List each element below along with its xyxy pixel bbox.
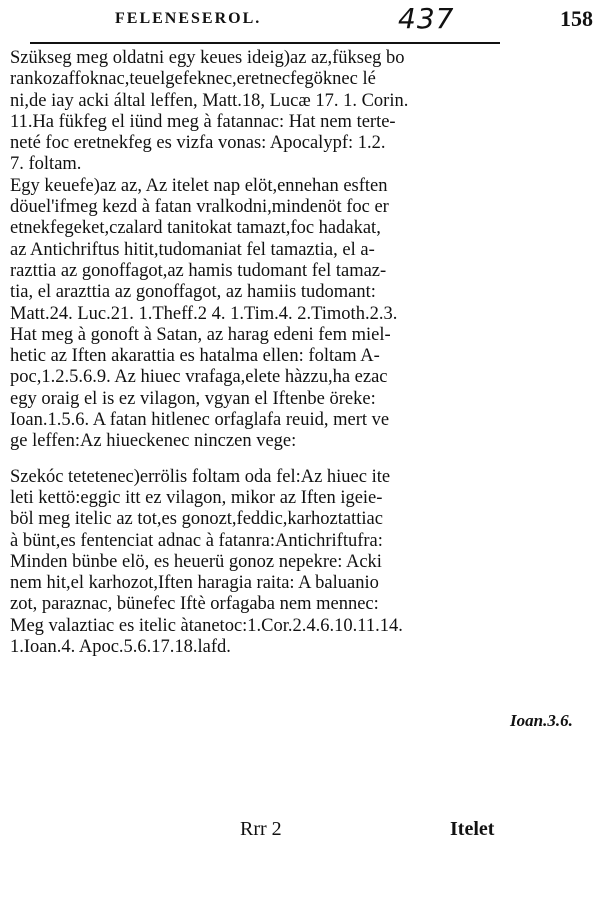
body-line: leti kettö:eggic itt ez vilagon, mikor az Iften igeie- <box>10 487 383 508</box>
body-line: hetic az Iften akarattia es hatalma ellen: foltam A- <box>10 346 380 367</box>
body-line: Meg valaztiac es itelic àtanetoc:1.Cor.2.4.6.10.11.14. <box>10 615 403 636</box>
running-head: FELENESEROL. <box>115 10 262 27</box>
body-line: Egy keuefe)az az, Az itelet nap elöt,ennehan esften <box>10 175 388 196</box>
body-line: Ioan.1.5.6. A fatan hitlenec orfaglafa reuid, mert ve <box>10 410 390 431</box>
body-line: ni,de iay acki által leffen, Matt.18, Lucæ 17. 1. Corin. <box>10 90 409 111</box>
body-text <box>10 48 518 658</box>
body-line: Szükseg meg oldatni egy keues ideig)az az,fükseg bo <box>10 48 405 68</box>
body-line: egy oraig el is ez vilagon, vgyan el Iftenbe öreke: <box>10 388 376 409</box>
body-line: 11.Ha fükfeg el iünd meg à fatannac: Hat nem terte- <box>10 111 396 132</box>
body-line: Szekóc tetetenec)errölis foltam oda fel:Az hiuec ite <box>10 466 391 487</box>
body-line: ge leffen:Az hiueckenec ninczen vege: <box>10 431 297 452</box>
body-line: à bünt,es fentenciat adnac à fatanra:Antichriftufra: <box>10 530 383 551</box>
body-line: nem hit,el karhozot,Iften haragia raita: A baluanio <box>10 573 379 594</box>
margin-reference: Ioan.3.6. <box>510 711 573 730</box>
header-rule <box>30 42 500 44</box>
body-line: Hat meg à gonoft à Satan, az harag edeni fem miel- <box>10 324 391 345</box>
body-line: Matt.24. Luc.21. 1.Theff.2 4. 1.Tim.4. 2.Timoth.2.3. <box>10 303 398 324</box>
body-line: az Antichriftus hitit,tudomaniat fel tamaztia, el a- <box>10 239 375 260</box>
paragraph-gap <box>10 453 518 467</box>
body-line: neté foc eretnekfeg es vizfa vonas: Apocalypf: 1.2. <box>10 133 386 154</box>
body-line: Minden bünbe elö, es heuerü gonoz nepekre: Acki <box>10 551 382 572</box>
body-line: rankozaffoknac,teuelgefeknec,eretnecfegöknec lé <box>10 69 376 90</box>
body-line: etnekfegeket,czalard tanitokat tamazt,foc hadakat, <box>10 218 381 239</box>
body-line: razttia az gonoffagot,az hamis tudomant fel tamaz- <box>10 260 387 281</box>
body-line: 1.Ioan.4. Apoc.5.6.17.18.lafd. <box>10 637 231 658</box>
body-line: poc,1.2.5.6.9. Az hiuec vrafaga,elete hàzzu,ha ezac <box>10 367 388 388</box>
body-line: böl meg itelic az tot,es gonozt,feddic,karhoztattiac <box>10 509 383 530</box>
catchword: Itelet <box>450 818 495 840</box>
body-line: 7. foltam. <box>10 154 82 175</box>
handwritten-page-number: 437 <box>398 2 455 35</box>
signature-mark: Rrr 2 <box>240 818 282 840</box>
body-line: döuel'ifmeg kezd à fatan vralkodni,mindenöt foc er <box>10 197 389 218</box>
body-line: zot, paraznac, bünefec Iftè orfagaba nem mennec: <box>10 594 379 615</box>
body-line: tia, el arazttia az gonoffagot, az hamiis tudomant: <box>10 282 376 303</box>
folio-number: 158 <box>560 6 593 31</box>
